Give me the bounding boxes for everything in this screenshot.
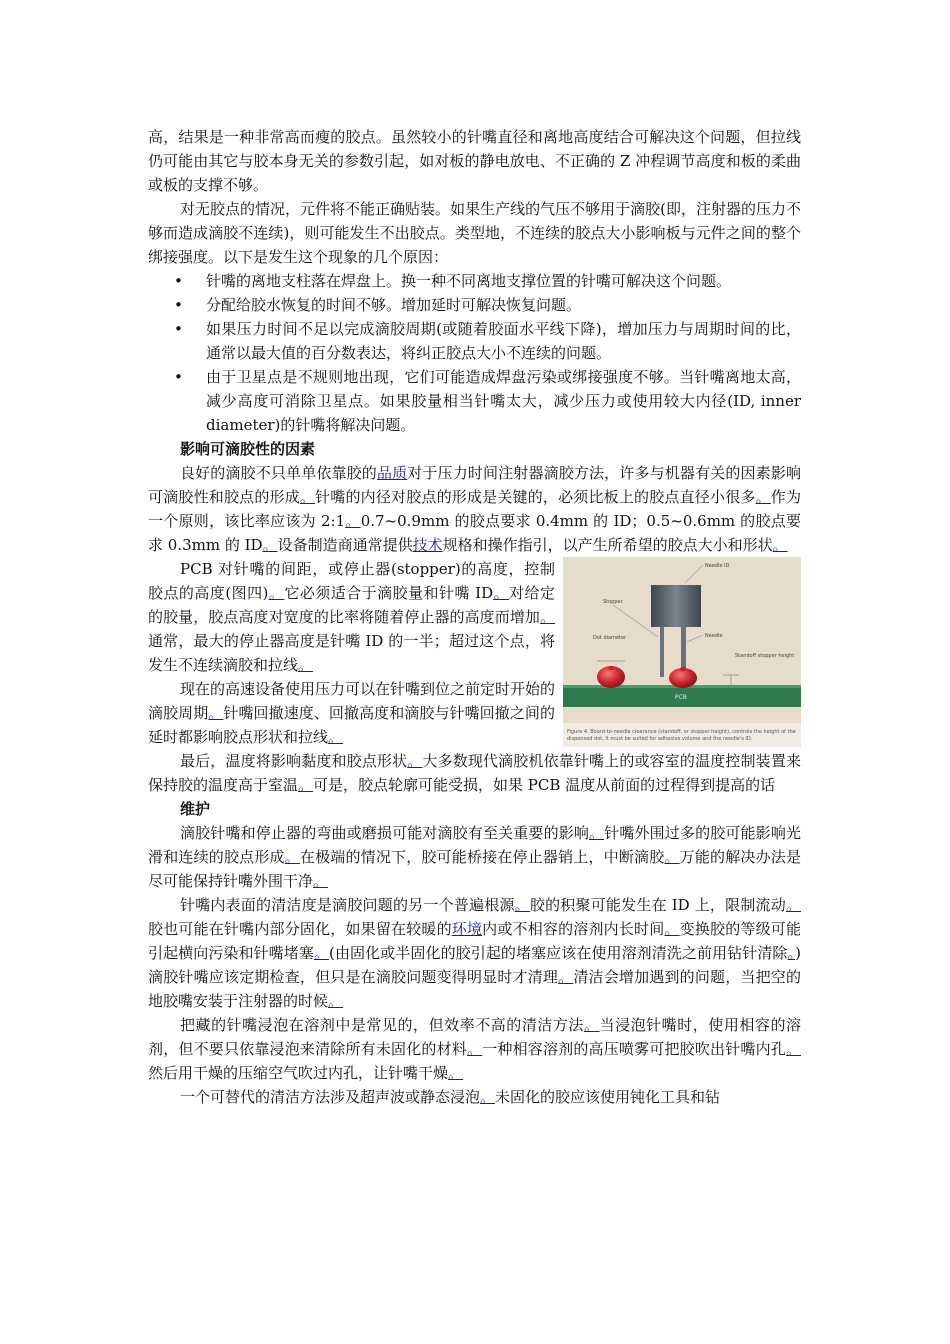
paragraph-6: 最后，温度将影响黏度和胶点形状 。 大多数现代滴胶机依靠针嘴上的或容室的温度控制装置来保持胶的温度高于室温 。 可是，胶点轮廓可能受损，如果 PCB 温度从前面的过程得到提高的话 xyxy=(148,749,801,797)
standoff-label: Standoff stopper height xyxy=(735,653,795,659)
paragraph-2: 对无胶点的情况，元件将不能正确贴装。如果生产线的气压不够用于滴胶(即，注射器的压力不够而造成滴胶不连续)，则可能发生不出胶点。类型地，不连续的胶点大小影响板与元件之间的整个绑接强度。以下是发生这个现象的几个原因： xyxy=(148,200,801,266)
needle xyxy=(681,627,686,669)
paragraph-8: 针嘴内表面的清洁度是滴胶问题的另一个普遍根源 。 胶的积聚可能发生在 ID 上，限制流动 。胶也可能在针嘴内部分固化，如果留在较暖的环境内或不相容的溶剂内长时间 。 变换胶的等级可能引起横向污染和针嘴堵塞 。 (由固化或半固化的胶引起的堵塞应该在使用溶剂清洗之前用钻针清除 。 )滴胶针嘴应该定期检查，但只是在滴胶问题变得明显时才清理 。 清洁会增加遇到的问题，当把空的地胶嘴安装于注射器的时候 。 xyxy=(148,893,801,1013)
link-environment[interactable]: 环境 xyxy=(451,920,483,938)
paragraph-10: 一个可替代的清洁方法涉及超声波或静态浸泡 。 未固化的胶应该使用钝化工具和钻 xyxy=(148,1085,801,1109)
stopper-label: Stopper xyxy=(603,599,623,605)
stopper-pin xyxy=(660,627,664,677)
list-item: • 由于卫星点是不规则地出现，它们可能造成焊盘污染或绑接强度不够。当针嘴离地太高，减少高度可消除卫星点。如果胶量相当针嘴太大，减少压力或使用较大内径(ID, inner diameter)的针嘴将解决问题。 xyxy=(148,365,801,437)
paragraph-7: 滴胶针嘴和停止器的弯曲或磨损可能对滴胶有至关重要的影响 。 针嘴外围过多的胶可能影响光滑和连续的胶点形成 。 在极端的情况下，胶可能桥接在停止器销上，中断滴胶 。 万能的解决办法是尽可能保持针嘴外围干净 。 xyxy=(148,821,801,893)
paragraph-4: PCB 对针嘴的间距，或停止器(stopper)的高度，控制胶点的高度(图四) 。 它必须适合于滴胶量和针嘴 ID 。 对给定的胶量，胶点高度对宽度的比率将随着停止器的高度而增加 。通常，最大的停止器高度是针嘴 ID 的一半；超过这个点，将发生不连续滴胶和拉线 。 xyxy=(148,557,801,677)
needle-standoff-diagram xyxy=(563,557,801,747)
syringe-barrel xyxy=(651,585,701,627)
pcb-label: PCB xyxy=(675,694,687,701)
section-heading-dispensability: 影响可滴胶性的因素 xyxy=(180,440,316,458)
list-item: • 针嘴的离地支柱落在焊盘上。换一种不同离地支撑位置的针嘴可解决这个问题。 xyxy=(148,269,801,293)
section-heading-maintenance: 维护 xyxy=(180,800,211,818)
list-item: • 如果压力时间不足以完成滴胶周期(或随着胶面水平线下降)，增加压力与周期时间的比，通常以最大值的百分数表达，将纠正胶点大小不连续的问题。 xyxy=(148,317,801,365)
link-technology[interactable]: 技术 xyxy=(412,536,443,554)
cause-list xyxy=(148,269,801,437)
paragraph-5: 现在的高速设备使用压力可以在针嘴到位之前定时开始的滴胶周期 。 针嘴回撤速度、回撤高度和滴胶与针嘴回撤之间的延时都影响胶点形状和拉线 。 xyxy=(148,677,801,749)
list-item: • 分配给胶水恢复的时间不够。增加延时可解决恢复问题。 xyxy=(148,293,801,317)
needle-label: Needle xyxy=(705,633,723,639)
paragraph-1: 高，结果是一种非常高而瘦的胶点。虽然较小的针嘴直径和离地高度结合可解决这个问题，但拉线仍可能由其它与胶本身无关的参数引起，如对板的静电放电、不正确的 Z 冲程调节高度和板的柔曲或板的支撑不够。 xyxy=(148,128,801,194)
needle-id-label: Needle ID xyxy=(705,563,730,569)
paragraph-9: 把藏的针嘴浸泡在溶剂中是常见的，但效率不高的清洁方法 。 当浸泡针嘴时，使用相容的溶剂，但不要只依靠浸泡来清除所有未固化的材料 。 一种相容溶剂的高压喷雾可把胶吹出针嘴内孔 。然后用干燥的压缩空气吹过内孔，让针嘴干燥 。 xyxy=(148,1013,801,1085)
figure-caption: Figure 4. Board-to-needle clearance (standoff, or stopper height), controls the height of the dispensed dot. It must be suited for adhesive volume and the needle's ID. xyxy=(567,729,796,742)
paragraph-3: 良好的滴胶不只单单依靠胶的品质对于压力时间注射器滴胶方法，许多与机器有关的因素影响可滴胶性和胶点的形成 。 针嘴的内径对胶点的形成是关键的，必须比板上的胶点直径小很多 。 作为一个原则，该比率应该为 2:1 。 0.7~0.9mm 的胶点要求 0.4mm 的 ID；0.5~0.6mm 的胶点要求 0.3mm 的 ID 。 设备制造商通常提供技术规格和操作指引，以产生所希望的胶点大小和形状 。 xyxy=(148,461,801,557)
document-page xyxy=(148,125,801,1109)
figure-4 xyxy=(563,557,801,747)
link-quality[interactable]: 品质 xyxy=(376,464,408,482)
dot-diameter-label: Dot diameter xyxy=(593,635,627,641)
